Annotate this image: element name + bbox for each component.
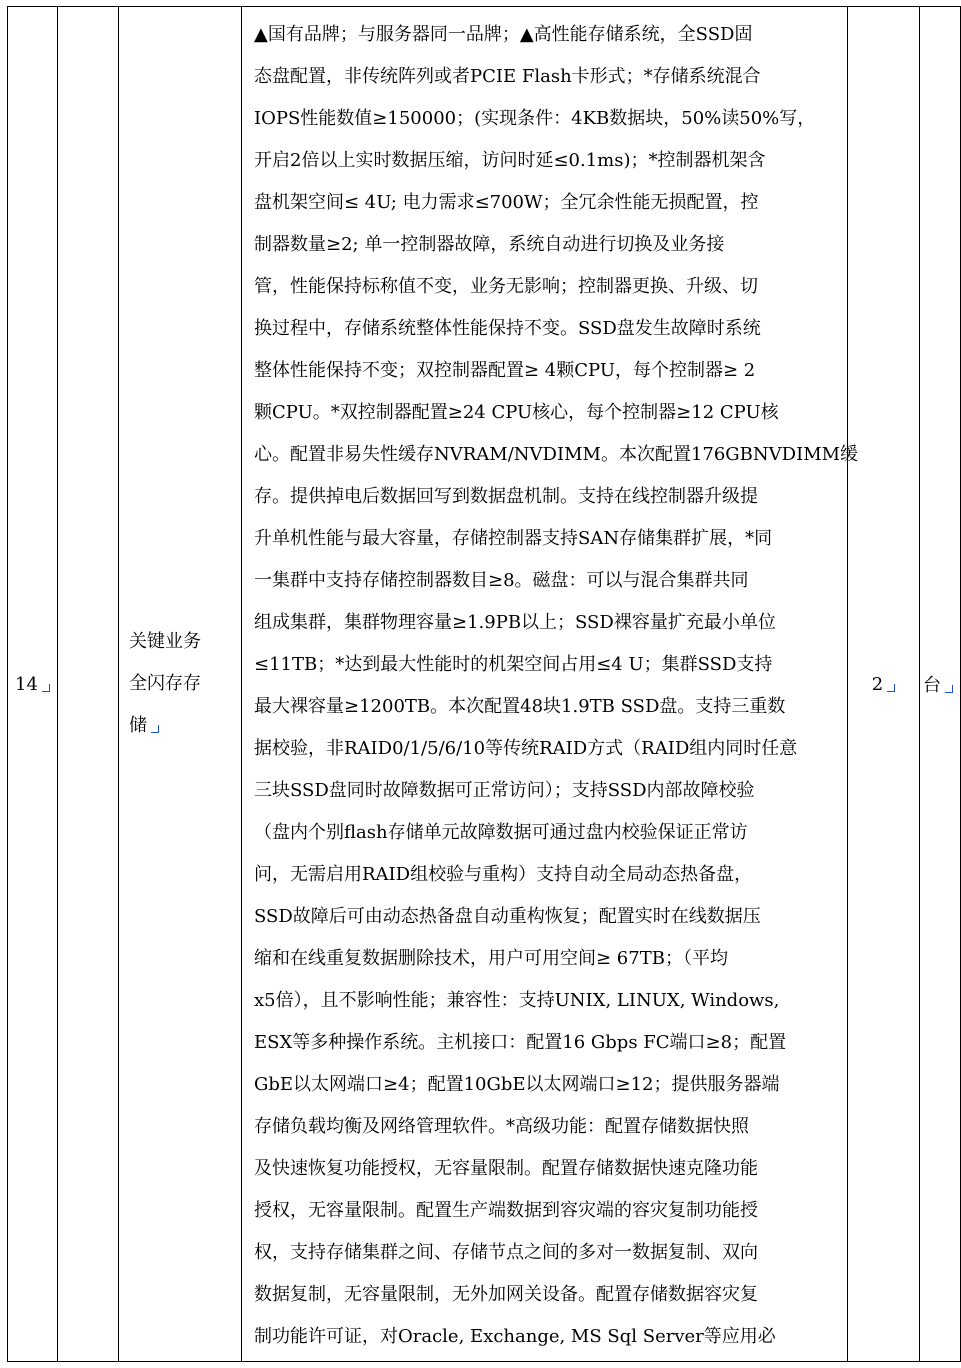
unit-value: 台 [923,675,941,696]
description-line: 换过程中，存储系统整体性能保持不变。SSD盘发生故障时系统 [254,318,761,339]
description-line: SSD故障后可由动态热备盘自动重构恢复；配置实时在线数据压 [254,906,761,927]
description-line: ≤11TB；*达到最大性能时的机架空间占用≤4 U；集群SSD支持 [254,654,773,675]
description-line: 颗CPU。*双控制器配置≥24 CPU核心，每个控制器≥12 CPU核 [254,402,779,423]
quantity-value: 2 [871,673,884,695]
table-row [8,7,961,1362]
description-line: ▲国有品牌；与服务器同一品牌；▲高性能存储系统，全SSD固 [254,24,753,45]
description-line: 数据复制，无容量限制，无外加网关设备。配置存储数据容灾复 [254,1284,758,1305]
description-line: 心。配置非易失性缓存NVRAM/NVDIMM。本次配置176GBNVDIMM缓 [254,444,859,465]
unit-cell [920,7,961,1362]
description-line: 盘机架空间≤ 4U; 电力需求≤700W；全冗余性能无损配置，控 [254,192,759,213]
description-line: 态盘配置，非传统阵列或者PCIE Flash卡形式；*存储系统混合 [254,66,761,87]
row-index: 14 [15,673,38,695]
description-line: 三块SSD盘同时故障数据可正常访问）；支持SSD内部故障校验 [254,780,755,801]
quantity-cell [848,7,920,1362]
description-line: 缩和在线重复数据删除技术，用户可用空间≥ 67TB；（平均 [254,948,728,969]
description-line: 一集群中支持存储控制器数目≥8。磁盘：可以与混合集群共同 [254,570,749,591]
description-line: 制器数量≥2; 单一控制器故障，系统自动进行切换及业务接 [254,234,725,255]
description-line: 开启2倍以上实时数据压缩，访问时延≤0.1ms)；*控制器机架含 [254,150,766,171]
paragraph-mark-icon [151,725,159,733]
description-line: ESX等多种操作系统。主机接口：配置16 Gbps FC端口≥8；配置 [254,1032,787,1053]
description-line: IOPS性能数值≥150000；(实现条件：4KB数据块，50%读50%写， [254,108,816,129]
description-line: x5倍），且不影响性能；兼容性：支持UNIX, LINUX, Windows, [254,990,780,1011]
description-line: 制功能许可证，对Oracle, Exchange, MS Sql Server等应用必 [254,1326,776,1347]
blank-cell [58,7,119,1362]
item-name-text: 储 [129,715,147,736]
paragraph-mark-icon [945,685,953,693]
description-line: 升单机性能与最大容量，存储控制器支持SAN存储集群扩展，*同 [254,528,773,549]
description-line: 及快速恢复功能授权，无容量限制。配置存储数据快速克隆功能 [254,1158,758,1179]
item-name-line [129,705,241,747]
description-line: 权，支持存储集群之间、存储节点之间的多对一数据复制、双向 [254,1242,758,1263]
description-line: 最大裸容量≥1200TB。本次配置48块1.9TB SSD盘。支持三重数 [254,696,786,717]
description-cell [242,7,859,1362]
item-name-line: 全闪存存 [129,673,201,694]
description-line: 整体性能保持不变；双控制器配置≥ 4颗CPU，每个控制器≥ 2 [254,360,756,381]
description-line: 授权，无容量限制。配置生产端数据到容灾端的容灾复制功能授 [254,1200,758,1221]
description-line: 组成集群，集群物理容量≥1.9PB以上；SSD裸容量扩充最小单位 [254,612,776,633]
description-line: 据校验，非RAID0/1/5/6/10等传统RAID方式（RAID组内同时任意 [254,738,798,759]
spec-table [7,6,961,1362]
item-name-line: 关键业务 [129,631,201,652]
row-index-cell [8,7,58,1362]
description-line: 问，无需启用RAID组校验与重构）支持自动全局动态热备盘， [254,864,753,885]
item-name-cell [119,7,242,1362]
description-line: 存。提供掉电后数据回写到数据盘机制。支持在线控制器升级提 [254,486,758,507]
description-line: 管，性能保持标称值不变，业务无影响；控制器更换、升级、切 [254,276,758,297]
paragraph-mark-icon [887,684,895,692]
description-line: 存储负载均衡及网络管理软件。*高级功能：配置存储数据快照 [254,1116,749,1137]
description-line: （盘内个别flash存储单元故障数据可通过盘内校验保证正常访 [254,822,748,843]
description-line: GbE以太网端口≥4；配置10GbE以太网端口≥12；提供服务器端 [254,1074,780,1095]
paragraph-mark-icon [42,684,50,692]
